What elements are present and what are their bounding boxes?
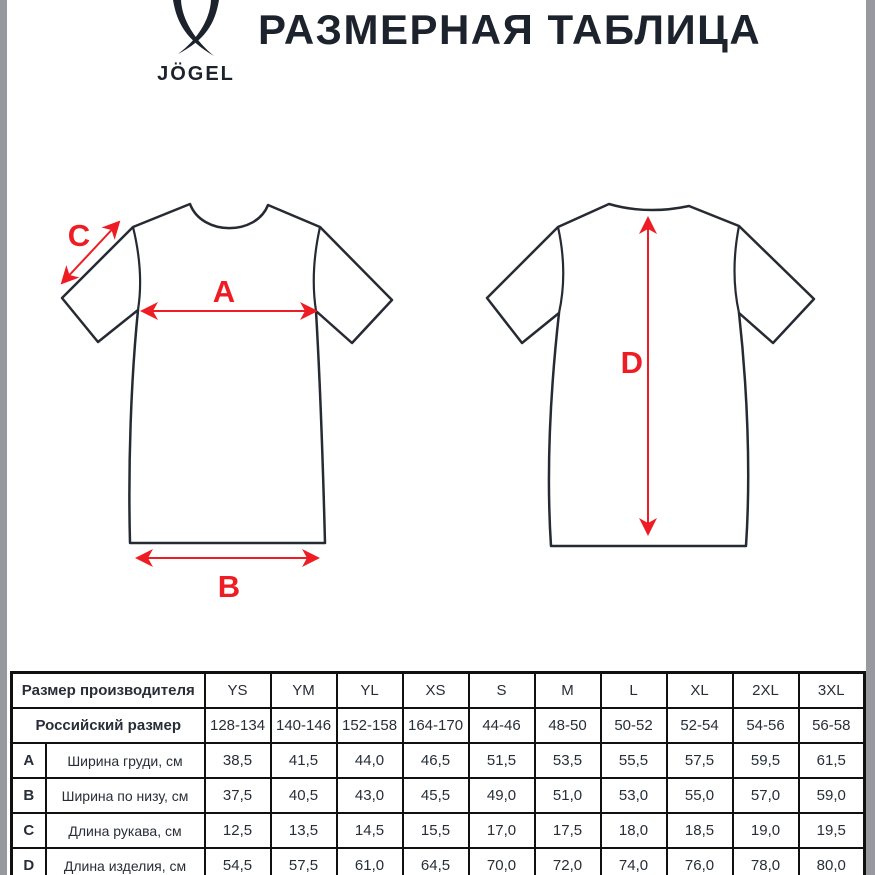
measure-value-cell: 55,5 <box>601 743 667 778</box>
russian-size-row <box>12 708 865 743</box>
measure-value-cell: 70,0 <box>469 848 535 875</box>
measure-value-cell: 57,5 <box>271 848 337 875</box>
russian-size-header: Российский размер <box>12 708 205 743</box>
measure-value-cell: 44,0 <box>337 743 403 778</box>
measure-letter-cell: C <box>12 813 46 848</box>
measure-letter-cell: A <box>12 743 46 778</box>
brand-logo <box>146 0 246 86</box>
size-code-cell: YL <box>337 673 403 709</box>
size-code-cell: M <box>535 673 601 709</box>
measure-letter-cell: D <box>12 848 46 875</box>
measure-name-cell: Длина рукава, см <box>46 813 205 848</box>
size-code-cell: YM <box>271 673 337 709</box>
measure-value-cell: 18,0 <box>601 813 667 848</box>
measure-value-cell: 57,0 <box>733 778 799 813</box>
measure-value-cell: 41,5 <box>271 743 337 778</box>
size-code-cell: YS <box>205 673 271 709</box>
measure-value-cell: 14,5 <box>337 813 403 848</box>
manufacturer-size-header: Размер производителя <box>12 673 205 709</box>
size-code-cell: XS <box>403 673 469 709</box>
measure-value-cell: 78,0 <box>733 848 799 875</box>
measure-value-cell: 76,0 <box>667 848 733 875</box>
measure-value-cell: 59,5 <box>733 743 799 778</box>
right-gray-margin <box>866 0 875 875</box>
russian-size-cell: 164-170 <box>403 708 469 743</box>
measure-row <box>12 813 865 848</box>
brand-wordmark: JÖGEL <box>157 63 235 85</box>
measure-value-cell: 45,5 <box>403 778 469 813</box>
measure-name-cell: Ширина по низу, см <box>46 778 205 813</box>
jogel-logo-icon <box>171 0 221 58</box>
measure-value-cell: 57,5 <box>667 743 733 778</box>
measure-value-cell: 51,0 <box>535 778 601 813</box>
measure-letter-cell: B <box>12 778 46 813</box>
back-shirt-outline <box>487 204 814 546</box>
size-table <box>10 671 866 875</box>
front-shirt-outline <box>62 204 392 543</box>
measure-value-cell: 61,5 <box>799 743 865 778</box>
size-code-cell: 2XL <box>733 673 799 709</box>
measure-label-b: B <box>217 569 241 604</box>
measure-value-cell: 46,5 <box>403 743 469 778</box>
russian-size-cell: 140-146 <box>271 708 337 743</box>
measure-label-d: D <box>620 345 643 380</box>
measure-value-cell: 13,5 <box>271 813 337 848</box>
front-shirt-diagram <box>45 150 395 610</box>
size-code-cell: S <box>469 673 535 709</box>
russian-size-cell: 56-58 <box>799 708 865 743</box>
measure-value-cell: 59,0 <box>799 778 865 813</box>
measure-value-cell: 37,5 <box>205 778 271 813</box>
measure-value-cell: 49,0 <box>469 778 535 813</box>
russian-size-cell: 48-50 <box>535 708 601 743</box>
russian-size-cell: 152-158 <box>337 708 403 743</box>
measure-value-cell: 55,0 <box>667 778 733 813</box>
measure-value-cell: 74,0 <box>601 848 667 875</box>
measure-value-cell: 53,0 <box>601 778 667 813</box>
measure-value-cell: 72,0 <box>535 848 601 875</box>
measure-row <box>12 848 865 875</box>
manufacturer-size-row <box>12 673 865 709</box>
size-code-cell: XL <box>667 673 733 709</box>
measure-value-cell: 40,5 <box>271 778 337 813</box>
measure-value-cell: 54,5 <box>205 848 271 875</box>
measure-value-cell: 53,5 <box>535 743 601 778</box>
russian-size-cell: 54-56 <box>733 708 799 743</box>
measure-value-cell: 12,5 <box>205 813 271 848</box>
measure-value-cell: 64,5 <box>403 848 469 875</box>
measure-value-cell: 17,0 <box>469 813 535 848</box>
measure-value-cell: 17,5 <box>535 813 601 848</box>
russian-size-cell: 44-46 <box>469 708 535 743</box>
russian-size-cell: 52-54 <box>667 708 733 743</box>
measure-label-c: C <box>67 218 91 253</box>
measure-value-cell: 38,5 <box>205 743 271 778</box>
page-title: РАЗМЕРНАЯ ТАБЛИЦА <box>258 6 762 53</box>
russian-size-cell: 128-134 <box>205 708 271 743</box>
measure-row <box>12 778 865 813</box>
measure-value-cell: 61,0 <box>337 848 403 875</box>
left-gray-margin <box>0 0 7 875</box>
measure-value-cell: 80,0 <box>799 848 865 875</box>
measure-row <box>12 743 865 778</box>
size-code-cell: L <box>601 673 667 709</box>
back-shirt-diagram <box>475 150 825 610</box>
measure-value-cell: 15,5 <box>403 813 469 848</box>
measure-value-cell: 18,5 <box>667 813 733 848</box>
measure-name-cell: Длина изделия, см <box>46 848 205 875</box>
measure-value-cell: 51,5 <box>469 743 535 778</box>
size-code-cell: 3XL <box>799 673 865 709</box>
measure-name-cell: Ширина груди, см <box>46 743 205 778</box>
measure-value-cell: 19,5 <box>799 813 865 848</box>
measure-value-cell: 43,0 <box>337 778 403 813</box>
measure-label-a: A <box>212 274 236 309</box>
russian-size-cell: 50-52 <box>601 708 667 743</box>
measure-value-cell: 19,0 <box>733 813 799 848</box>
